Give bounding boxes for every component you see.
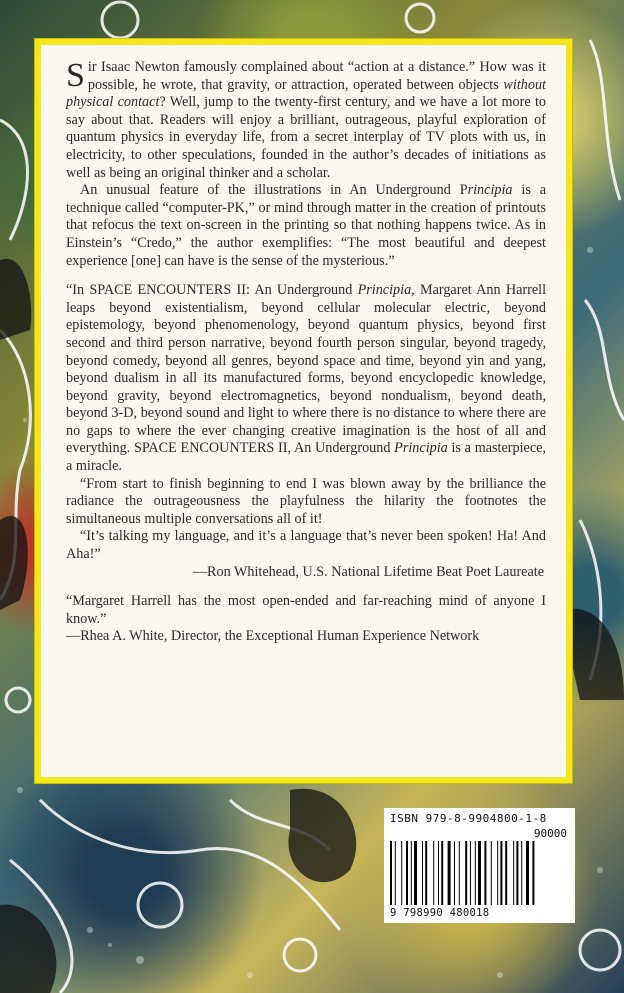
- barcode-bar: [425, 841, 427, 905]
- review-whitehead-attribution: —Ron Whitehead, U.S. National Lifetime Beat Poet Laureate: [192, 563, 544, 580]
- barcode-bars: [390, 841, 568, 905]
- barcode-bar: [526, 841, 529, 905]
- barcode-bar: [454, 841, 455, 905]
- barcode-bar: [470, 841, 471, 905]
- barcode-bar: [390, 841, 392, 905]
- barcode-bar: [521, 841, 522, 905]
- barcode-bar: [497, 841, 498, 905]
- review-white-quote: “Margaret Harrell has the most open-ended and far-reaching mind of anyone I know.”: [66, 593, 546, 627]
- barcode-bar: [500, 841, 502, 905]
- book-description: [66, 59, 546, 646]
- barcode-bar: [448, 841, 451, 905]
- barcode-bar: [411, 841, 412, 905]
- review-white-attribution: —Rhea A. White, Director, the Exceptional Human Experience Network: [66, 628, 480, 645]
- barcode-bar: [395, 841, 396, 905]
- description-paragraph-2: An unusual feature of the illustrations in An Underground Principia is a technique called “computer-PK,” or mind through matter in the creation of printouts that refocus the text on-screen in the printing so that nothing happens twice. As in Einstein’s “Credo,” the author exemplifies: “The most beautiful and deepest experience [one] can have is the sense of the mysterious.”: [66, 182, 547, 269]
- barcode-bar: [465, 841, 467, 905]
- barcode-bar: [484, 841, 486, 905]
- barcode-bar: [459, 841, 460, 905]
- barcode-bar: [532, 841, 534, 905]
- drop-cap: S: [66, 57, 85, 94]
- barcode-bar: [513, 841, 514, 905]
- review-whitehead-paragraph-3: “It’s talking my language, and it’s a language that’s never been spoken! Ha! And Aha!”: [66, 528, 546, 563]
- review-whitehead-paragraph-2: “From start to finish beginning to end I was blown away by the brilliance the radiance the outrageousness the playfulness the hilarity the footnotes the simultaneous multiple conversations all of it!: [66, 475, 546, 527]
- barcode-bar: [422, 841, 423, 905]
- barcode-bar: [516, 841, 518, 905]
- isbn-label: ISBN 979-8-9904800-1-8: [390, 812, 547, 825]
- isbn-barcode: [384, 808, 575, 923]
- barcode-bar: [401, 841, 402, 905]
- barcode-bar: [441, 841, 443, 905]
- barcode-bar: [478, 841, 481, 905]
- barcode-bar: [491, 841, 492, 905]
- description-paragraph-1: Sir Isaac Newton famously complained about “action at a distance.” How was it possible, he wrote, that gravity, or attraction, operated between objects without physical contact? Well, jump to the twenty-first century, and we have a lot more to say about that. Readers will enjoy a brilliant, outrageous, playful exploration of quantum physics in everyday life, from a secret interplay of TV plots with us, in electricity, to other speculations, founded in the author’s decades of initiations as well as being an original thinker and a scholar.: [66, 57, 546, 181]
- barcode-bar: [414, 841, 417, 905]
- barcode-bar: [505, 841, 507, 905]
- back-cover-text-panel: [35, 39, 572, 783]
- price-code: 90000: [533, 827, 567, 840]
- barcode-bar: [475, 841, 476, 905]
- barcode-bar: [406, 841, 408, 905]
- review-whitehead-paragraph-1: “In SPACE ENCOUNTERS II: An Underground Principia, Margaret Ann Harrell leaps beyond existentialism, beyond cellular molecular electric, beyond epistemology, beyond phenomenology, beyond quantum physics, beyond first second and third person narrative, beyond fourth person singular, beyond tragedy, beyond comedy, beyond all genres, beyond space and time, beyond yin and yang, beyond dualism in all its manufactured forms, beyond encyclopedic knowledge, beyond gravity, beyond electromagnetics, beyond nondualism, beyond death, beyond 3-D, beyond sound and light to where there is no distance to where there are no gaps to where the ever changing creative imagination is the host of all and everything. SPACE ENCOUNTERS II, An Underground Principia is a masterpiece, a miracle.: [66, 282, 547, 475]
- barcode-bar: [438, 841, 439, 905]
- barcode-bar: [433, 841, 434, 905]
- barcode-digits: 9 798990 480018: [390, 907, 490, 919]
